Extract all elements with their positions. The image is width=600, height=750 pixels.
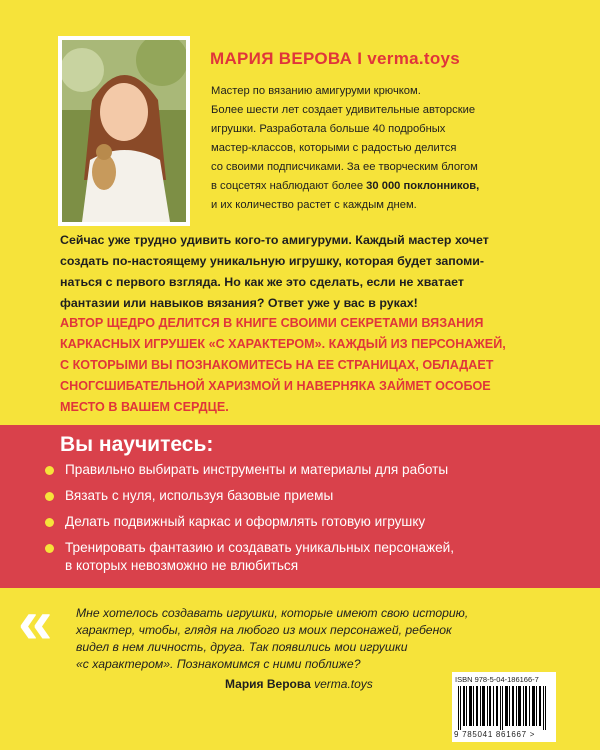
quote-mark-icon: « bbox=[18, 588, 53, 657]
learn-item bbox=[45, 461, 565, 479]
author-bio bbox=[211, 82, 511, 215]
learn-item bbox=[45, 513, 565, 531]
learn-item bbox=[45, 539, 565, 575]
learn-list bbox=[45, 461, 565, 583]
bio-line: игрушки. Разработала больше 40 подробных bbox=[211, 123, 446, 135]
barcode-number: 9 785041 861667 > bbox=[454, 730, 536, 739]
learn-item bbox=[45, 487, 565, 505]
learn-item-text: Тренировать фантазию и создавать уникальных персонажей, bbox=[65, 540, 455, 555]
bullet-icon bbox=[45, 492, 54, 501]
learn-title: Вы научитесь: bbox=[60, 433, 214, 456]
bio-line-text: в соцсетях наблюдают более bbox=[211, 180, 367, 192]
bio-line: Более шести лет создает удивительные авторские bbox=[211, 104, 476, 116]
lead-line: наться с первого взгляда. Но как же это сделать, если не хватает bbox=[60, 275, 464, 289]
bullet-icon bbox=[45, 518, 54, 527]
learn-item-text: в которых невозможно не влюбиться bbox=[65, 558, 299, 573]
bio-line: Мастер по вязанию амигуруми крючком. bbox=[211, 85, 421, 97]
highlight-line: КАРКАСНЫХ ИГРУШЕК «С ХАРАКТЕРОМ». КАЖДЫЙ ИЗ ПЕРСОНАЖЕЙ, bbox=[60, 337, 506, 351]
bullet-icon bbox=[45, 466, 54, 475]
quote-line: характер, чтобы, глядя на любого из моих персонажей, ребенок bbox=[76, 623, 452, 637]
highlight-paragraph bbox=[60, 313, 550, 418]
highlight-line: СНОГСШИБАТЕЛЬНОЙ ХАРИЗМОЙ И НАВЕРНЯКА ЗАЙМЕТ ОСОБОЕ bbox=[60, 379, 491, 393]
barcode-icon bbox=[456, 686, 552, 730]
signature bbox=[225, 677, 373, 691]
isbn-box bbox=[452, 672, 556, 742]
quote bbox=[76, 605, 546, 673]
signature-brand: verma.toys bbox=[314, 677, 373, 691]
quote-line: «с характером». Познакомимся с ними поближе? bbox=[76, 657, 361, 671]
bio-line: мастер-классов, которыми с радостью делится bbox=[211, 142, 457, 154]
bio-line: и их количество растет с каждым днем. bbox=[211, 199, 417, 211]
quote-line: Мне хотелось создавать игрушки, которые имеют свою историю, bbox=[76, 606, 469, 620]
signature-name: Мария Верова bbox=[225, 677, 311, 691]
author-title: МАРИЯ ВЕРОВА I verma.toys bbox=[210, 49, 461, 68]
bullet-icon bbox=[45, 544, 54, 553]
quote-line: видел в нем личность, друга. Так появились мои игрушки bbox=[76, 640, 408, 654]
lead-line: Сейчас уже трудно удивить кого-то амигуруми. Каждый мастер хочет bbox=[60, 233, 489, 247]
fans-count: 30 000 поклонников, bbox=[366, 180, 480, 192]
lead-paragraph bbox=[60, 230, 550, 314]
learn-item-text: Вязать с нуля, используя базовые приемы bbox=[65, 488, 334, 503]
bio-line: со своими подписчиками. За ее творческим блогом bbox=[211, 161, 478, 173]
lead-line: фантазии или навыков вязания? Ответ уже у вас в руках! bbox=[60, 296, 418, 310]
learn-item-text: Делать подвижный каркас и оформлять готовую игрушку bbox=[65, 514, 426, 529]
lead-line: создать по-настоящему уникальную игрушку, которая будет запоми- bbox=[60, 254, 485, 268]
highlight-line: С КОТОРЫМИ ВЫ ПОЗНАКОМИТЕСЬ НА ЕЕ СТРАНИЦАХ, ОБЛАДАЕТ bbox=[60, 358, 494, 372]
highlight-line: МЕСТО В ВАШЕМ СЕРДЦЕ. bbox=[60, 400, 229, 414]
bio-line bbox=[211, 177, 511, 196]
author-photo bbox=[58, 36, 190, 226]
isbn-text: ISBN 978-5-04-186166-7 bbox=[455, 675, 539, 684]
learn-item-text: Правильно выбирать инструменты и материалы для работы bbox=[65, 462, 449, 477]
highlight-line: АВТОР ЩЕДРО ДЕЛИТСЯ В КНИГЕ СВОИМИ СЕКРЕТАМИ ВЯЗАНИЯ bbox=[60, 316, 484, 330]
